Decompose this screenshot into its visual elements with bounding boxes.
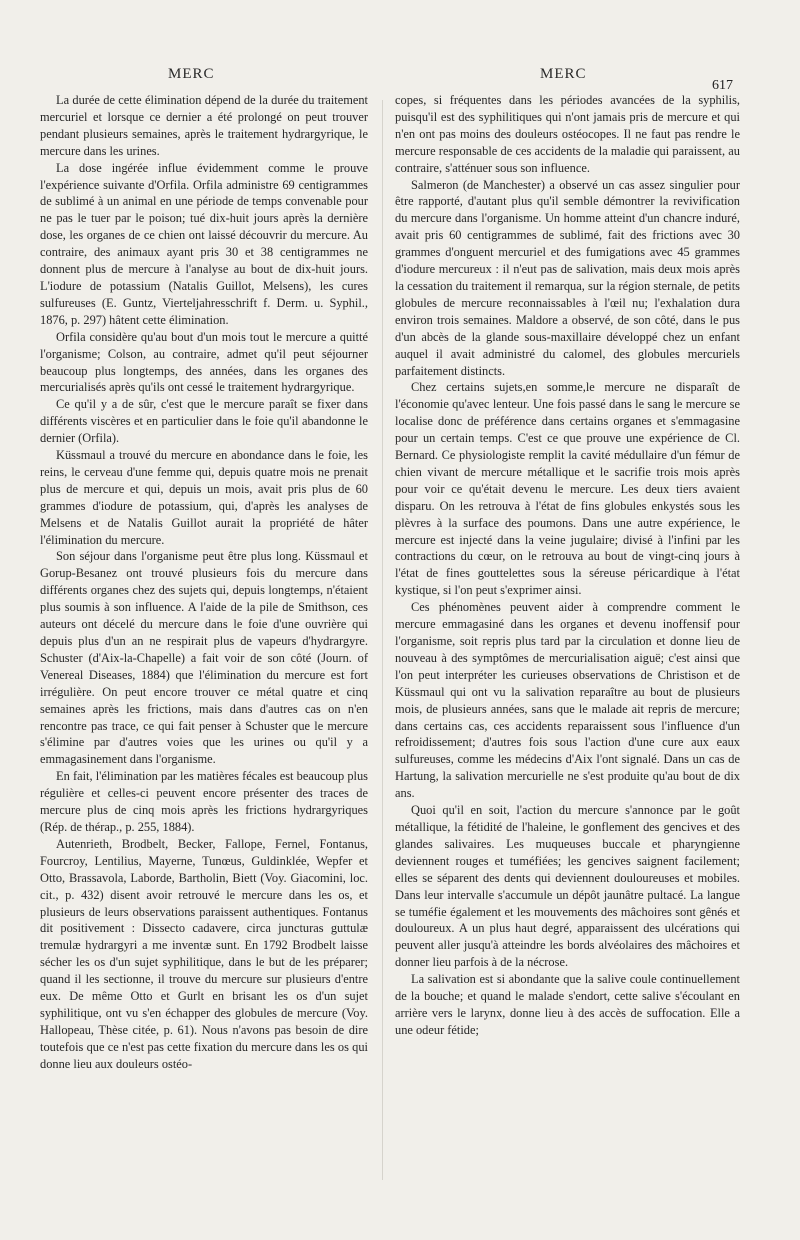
paragraph: Orfila considère qu'au bout d'un mois tout le mercure a quitté l'organisme; Colson, au contraire, admet qu'il peut séjourner beaucoup plus longtemps, des années, dans les organes des mercurialisés après qu'ils ont cessé le traitement hydrargyrique.	[40, 329, 368, 395]
paragraph: La durée de cette élimination dépend de la durée du traitement mercuriel et lorsque ce dernier a été prolongé on peut trouver pendant plusieurs semaines, après le traitement hydrargyrique, le mercure dans les urines.	[40, 93, 368, 158]
paragraph: copes, si fréquentes dans les périodes avancées de la syphilis, puisqu'il est des syphilitiques qui n'ont jamais pris de mercure et qui n'en ont pas moins des douleurs ostéocopes. Il ne faut pas rendre le mercure responsable de ces accidents de la maladie qui paraissent, au contraire, s'atténuer sous son influence.	[395, 93, 740, 175]
paragraph: Ces phénomènes peuvent aider à comprendre comment le mercure emmagasiné dans les organes et devenu inoffensif pour l'organisme, soit repris plus tard par la circulation et donne lieu de nouveau à des symptômes de mercurialisation aiguë; c'est ainsi que l'on peut interpréter les curieuses observations de Christison et de Küssmaul qui ont vu la salivation reparaître au bout de plusieurs mois, de plusieurs années, sans que le malade ait repris de mercure; dans certains cas, ces accidents reparaissent sous l'influence d'un refroidissement; d'autres fois sous l'action d'une cure aux eaux sulfureuses, comme les médecins d'Aix l'ont signalé. Dans un cas de Hartung, la salivation mercurielle ne s'est produite qu'au bout de dix ans.	[395, 600, 740, 801]
paragraph: Quoi qu'il en soit, l'action du mercure s'annonce par le goût métallique, la fétidité de l'haleine, le gonflement des gencives et des glandes salivaires. Les muqueuses buccale et pharyngienne deviennent rouges et tuméfiées; les gencives saignent facilement; elles se séparent des dents qui deviennent douloureuses et mobiles. Dans leur intervalle s'accumule un dépôt jaunâtre pultacé. La langue se tuméfie également et les mouvements des mâchoires sont gênés et douloureux. A un plus haut degré, apparaissent des ulcérations qui peuvent aller jusqu'à atteindre les bords alvéolaires des mâchoires et donner lieu parfois à de la nécrose.	[395, 803, 740, 970]
paragraph: En fait, l'élimination par les matières fécales est beaucoup plus régulière et celles-ci peuvent encore présenter des traces de mercure plus de cinq mois après les frictions hydrargyriques (Rép. de thérap., p. 255, 1884).	[40, 769, 368, 834]
page-number: 617	[712, 78, 733, 93]
paragraph: Autenrieth, Brodbelt, Becker, Fallope, Fernel, Fontanus, Fourcroy, Lentilius, Mayerne, Tunœus, Guldinklée, Wepfer et Otto, Brassavola, Laborde, Bartholin, Biett (Voy. Giacomini, loc. cit., p. 432) disent avoir retrouvé le mercure dans les os, et plusieurs de leurs observations paraissent authentiques. Fontanus dit positivement : Dissecto cadavere, circa juncturas guttulæ tremulæ hydrargyri a me inventæ sunt. En 1792 Brodbelt laisse sécher les os d'un sujet syphilitique, dans le but de les préparer; quand il les sectionne, il trouve du mercure sur plusieurs d'entre eux. De même Otto et Gurlt en brisant les os d'un sujet syphilitique, ont vu s'en échapper des globules de mercure (Voy. Hallopeau, Thèse citée, p. 61). Nous n'avons pas besoin de dire toutefois que ce n'est pas cette fixation du mercure dans les os qui donne lieu aux douleurs ostéo-	[40, 836, 368, 1071]
paragraph: Ce qu'il y a de sûr, c'est que le mercure paraît se fixer dans différents viscères et en particulier dans le foie qu'il abandonne le dernier (Orfila).	[40, 397, 368, 446]
left-column	[40, 92, 368, 1207]
column-gutter	[382, 100, 383, 1180]
paragraph: Son séjour dans l'organisme peut être plus long. Küssmaul et Gorup-Besanez ont trouvé plusieurs fois du mercure dans différents organes chez des sujets qui, depuis longtemps, n'étaient plus soumis à son influence. A l'aide de la pile de Smithson, ces auteurs ont décelé du mercure dans le foie d'une ouvrière qui depuis plus d'un an ne respirait plus de vapeurs d'hydrargyre. Schuster (d'Aix-la-Chapelle) a fait voir de son côté (Journ. of Venereal Diseases, 1884) que l'élimination du mercure est fort irrégulière. On peut encore trouver ce métal quatre et cinq semaines après les frictions, mais dans d'autres cas on n'en rencontre pas trace, ce qui fait penser à Schuster que le mercure s'élimine par d'autres voies que les urines ou qu'il y a emmagasinement dans l'organisme.	[40, 549, 368, 767]
paragraph: Salmeron (de Manchester) a observé un cas assez singulier pour être rapporté, d'autant plus qu'il semble démontrer la revivification du mercure dans l'organisme. Un homme atteint d'un chancre induré, avait pris 60 centigrammes de sublimé, fait des frictions avec 30 grammes d'onguent mercuriel et des fumigations avec 45 grammes d'iodure mercureux : il n'eut pas de salivation, mais deux mois après la cessation du traitement il remarqua, sur la région sternale, de petits globules de mercure reconnaissables à l'œil nu; l'exhalation dura environ trois semaines. Maldore a observé, de son côté, dans le pus d'un abcès de la glande sous-maxillaire développé chez un enfant auquel il avait administré du calomel, des globules mercuriels parfaitement distincts.	[395, 177, 740, 378]
running-head-left: MERC	[168, 66, 215, 82]
paragraph: Chez certains sujets,en somme,le mercure ne disparaît de l'économie qu'avec lenteur. Une fois passé dans le sang le mercure se localise donc de préférence dans certains organes et s'emmagasine pour un certain temps. C'est ce que prouve une expérience de Cl. Bernard. Ce physiologiste remplit la cavité médullaire d'un fémur de chien vivant de mercure métallique et le sacrifie trois mois après pour voir ce qu'était devenu le mercure. Les deux tiers avaient disparu. On les retrouva à l'état de fins globules enkystés sous les plèvres à la surface des poumons. Dans une autre expérience, le mercure est injecté dans la veine jugulaire; divisé à l'infini par les contractions du cœur, on le retrouva au bout de vingt-cinq jours à l'état de fines gouttelettes sous la séreuse péricardique à l'état kystique, si l'on peut s'exprimer ainsi.	[395, 380, 740, 598]
paragraph: La dose ingérée influe évidemment comme le prouve l'expérience suivante d'Orfila. Orfila administre 69 centigrammes de sublimé à un animal en une période de temps convenable pour ne pas le tuer par le poison; tué dix-huit jours après la dernière dose, les organes de ce chien ont laissé découvrir du mercure. Au contraire, des animaux ayant pris 30 et 38 centigrammes ne donnent plus de mercure à l'analyse au bout de dix-huit jours. L'iodure de potassium (Natalis Guillot, Melsens), les cures sulfureuses (E. Guntz, Vierteljahresschrift f. Derm. u. Syphil., 1876, p. 297) hâtent cette élimination.	[40, 160, 368, 327]
paragraph: Küssmaul a trouvé du mercure en abondance dans le foie, les reins, le cerveau d'une femme qui, depuis quatre mois ne prenait plus de mercure et qui, depuis un mois, avait pris plus de 60 grammes d'iodure de potassium, qui, d'après les analyses de Melsens et de Natalis Guillot aurait la propriété de hâter l'élimination du mercure.	[40, 448, 368, 547]
running-head-right: MERC	[540, 66, 587, 82]
right-column	[395, 92, 740, 1207]
paragraph: La salivation est si abondante que la salive coule continuellement de la bouche; et quand le malade s'endort, cette salive s'écoulant en arrière vers le larynx, donne lieu à des accès de suffocation. Elle a une odeur fétide;	[395, 972, 740, 1037]
